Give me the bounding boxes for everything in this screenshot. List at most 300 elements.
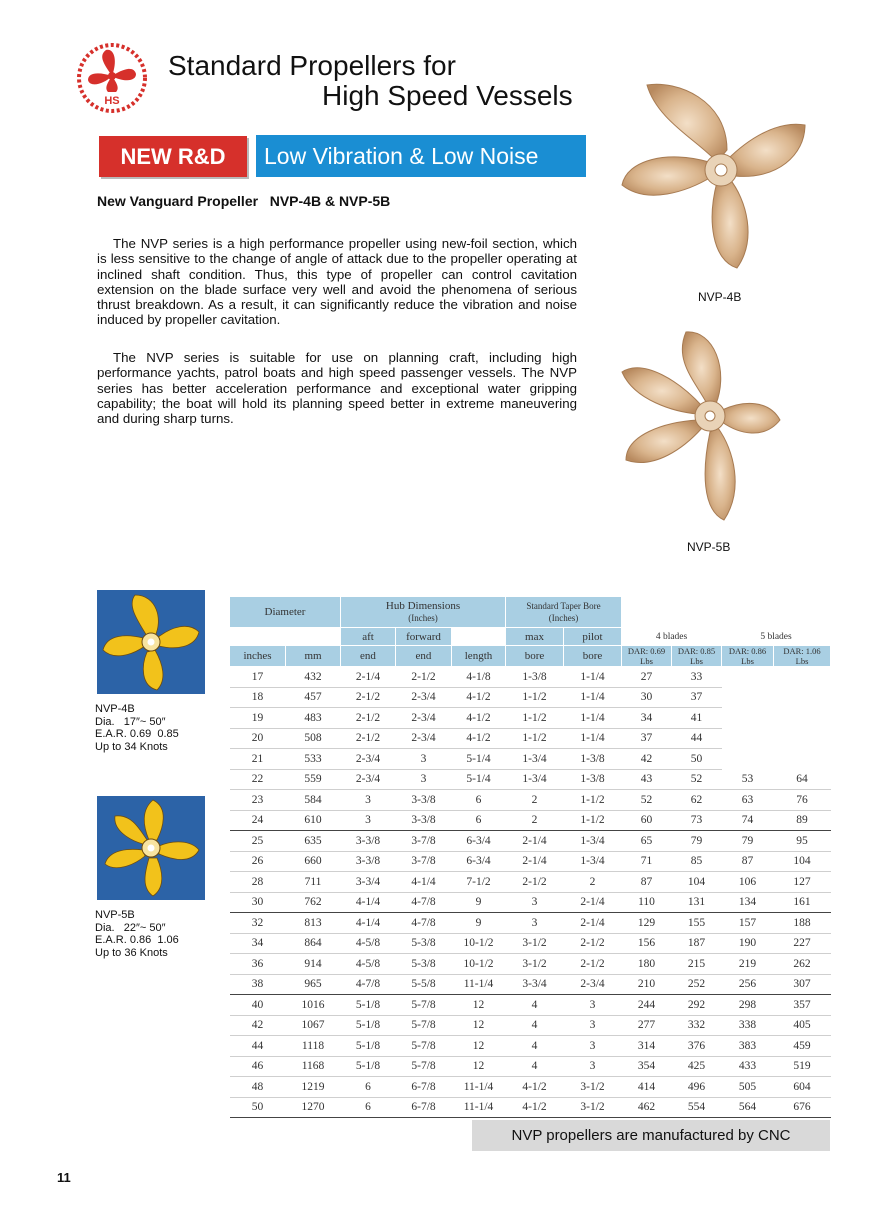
page-number: 11 (57, 1170, 71, 1185)
table-cell: 2-3/4 (396, 708, 452, 729)
table-cell: 4-1/4 (341, 892, 396, 913)
table-cell (774, 667, 831, 688)
table-cell: 127 (774, 872, 831, 893)
table-cell: 5-1/4 (452, 769, 506, 790)
table-cell: 4-1/4 (396, 872, 452, 893)
table-cell: 4-7/8 (341, 974, 396, 995)
table-cell: 4-1/2 (452, 728, 506, 749)
dar-069-label: DAR: 0.69 (627, 646, 666, 656)
table-cell: 2-1/2 (341, 728, 396, 749)
table-cell: 106 (722, 872, 774, 893)
nvp-5b-specs: NVP-5B Dia. 22″~ 50″ E.A.R. 0.86 1.06 Up to 36 Knots (95, 909, 179, 959)
table-cell: 6 (452, 810, 506, 831)
nvp-4b-blade-icon (97, 590, 205, 694)
table-cell: 87 (722, 851, 774, 872)
header-dar-069 (622, 646, 672, 667)
table-cell: 5-3/8 (396, 933, 452, 954)
table-cell: 2-1/2 (341, 708, 396, 729)
header-blank-3 (452, 628, 506, 646)
table-cell: 210 (622, 974, 672, 995)
table-cell: 219 (722, 954, 774, 975)
table-cell: 3 (564, 1056, 622, 1077)
table-cell: 1168 (286, 1056, 341, 1077)
table-cell: 3 (396, 769, 452, 790)
table-cell: 5-1/8 (341, 1015, 396, 1036)
table-cell: 1-3/8 (564, 769, 622, 790)
table-cell: 5-7/8 (396, 1015, 452, 1036)
table-cell: 4-7/8 (396, 892, 452, 913)
table-cell: 6 (341, 1097, 396, 1118)
table-cell: 1067 (286, 1015, 341, 1036)
table-cell: 462 (622, 1097, 672, 1118)
table-cell: 180 (622, 954, 672, 975)
table-cell: 32 (230, 913, 286, 934)
table-cell: 38 (230, 974, 286, 995)
header-pilot-top: pilot (564, 628, 622, 646)
table-row (230, 1056, 831, 1077)
table-cell: 332 (672, 1015, 722, 1036)
table-cell: 3-1/2 (564, 1077, 622, 1098)
table-cell: 104 (774, 851, 831, 872)
table-cell: 1-3/4 (506, 769, 564, 790)
header-blank-2 (286, 628, 341, 646)
table-row (230, 1036, 831, 1057)
cnc-note: NVP propellers are manufactured by CNC (472, 1120, 830, 1151)
table-cell: 584 (286, 790, 341, 811)
table-cell: 42 (622, 749, 672, 770)
table-cell: 89 (774, 810, 831, 831)
table-cell: 161 (774, 892, 831, 913)
table-cell: 3 (506, 913, 564, 934)
table-cell: 42 (230, 1015, 286, 1036)
table-cell: 433 (722, 1056, 774, 1077)
table-cell: 1-1/4 (564, 687, 622, 708)
nvp-4b-photo (617, 80, 807, 270)
table-row (230, 851, 831, 872)
header-hub-dimensions (341, 597, 506, 628)
nvp-4b-specs: NVP-4B Dia. 17″~ 50″ E.A.R. 0.69 0.85 Up to 34 Knots (95, 703, 179, 753)
table-cell: 2 (564, 872, 622, 893)
header-dar-106 (774, 646, 831, 667)
table-cell: 2-1/4 (564, 892, 622, 913)
table-row (230, 1077, 831, 1098)
table-row (230, 974, 831, 995)
table-cell: 10-1/2 (452, 933, 506, 954)
table-cell: 505 (722, 1077, 774, 1098)
table-cell: 19 (230, 708, 286, 729)
header-max-bottom: bore (506, 646, 564, 667)
table-cell: 155 (672, 913, 722, 934)
table-cell: 4-5/8 (341, 954, 396, 975)
table-cell: 508 (286, 728, 341, 749)
table-cell: 41 (672, 708, 722, 729)
table-cell: 2-3/4 (396, 728, 452, 749)
table-cell: 3 (564, 995, 622, 1016)
table-cell: 3-1/2 (506, 954, 564, 975)
table-cell: 11-1/4 (452, 1097, 506, 1118)
table-cell: 22 (230, 769, 286, 790)
table-cell: 5-7/8 (396, 1036, 452, 1057)
section-subtitle: New Vanguard Propeller NVP-4B & NVP-5B (97, 193, 391, 209)
lbs-label: Lbs (741, 656, 754, 666)
table-cell: 6-3/4 (452, 851, 506, 872)
header-max-top: max (506, 628, 564, 646)
table-cell: 3 (564, 1015, 622, 1036)
table-cell: 2-1/2 (564, 933, 622, 954)
table-row (230, 667, 831, 688)
table-cell: 26 (230, 851, 286, 872)
table-cell: 1219 (286, 1077, 341, 1098)
table-cell: 483 (286, 708, 341, 729)
table-cell: 215 (672, 954, 722, 975)
table-cell: 44 (672, 728, 722, 749)
table-cell: 1-1/2 (506, 728, 564, 749)
table-cell: 37 (672, 687, 722, 708)
table-cell: 277 (622, 1015, 672, 1036)
table-cell (774, 708, 831, 729)
table-cell: 44 (230, 1036, 286, 1057)
table-cell: 4 (506, 1056, 564, 1077)
table-cell: 21 (230, 749, 286, 770)
table-cell: 1-1/2 (506, 687, 564, 708)
table-row (230, 749, 831, 770)
table-cell: 85 (672, 851, 722, 872)
table-cell: 48 (230, 1077, 286, 1098)
table-cell: 357 (774, 995, 831, 1016)
table-cell: 1-3/4 (506, 749, 564, 770)
table-cell: 24 (230, 810, 286, 831)
table-cell: 1118 (286, 1036, 341, 1057)
table-cell: 50 (672, 749, 722, 770)
table-cell: 2-1/2 (341, 687, 396, 708)
table-cell: 376 (672, 1036, 722, 1057)
table-cell: 190 (722, 933, 774, 954)
table-cell: 3-3/4 (506, 974, 564, 995)
table-row (230, 1097, 831, 1118)
table-cell: 533 (286, 749, 341, 770)
table-cell (722, 667, 774, 688)
table-cell: 1-1/4 (564, 667, 622, 688)
header-mm: mm (286, 646, 341, 667)
table-row (230, 954, 831, 975)
table-cell: 3-3/8 (341, 851, 396, 872)
table-cell: 564 (722, 1097, 774, 1118)
table-cell: 676 (774, 1097, 831, 1118)
table-cell: 292 (672, 995, 722, 1016)
table-cell (774, 749, 831, 770)
table-cell: 43 (622, 769, 672, 790)
table-cell: 95 (774, 831, 831, 852)
table-cell: 635 (286, 831, 341, 852)
table-cell: 79 (672, 831, 722, 852)
table-cell: 2 (506, 810, 564, 831)
table-cell: 63 (722, 790, 774, 811)
table-cell: 156 (622, 933, 672, 954)
header-4-blades-block (622, 597, 722, 646)
table-cell: 3-1/2 (506, 933, 564, 954)
table-cell: 37 (622, 728, 672, 749)
table-cell: 188 (774, 913, 831, 934)
table-cell: 12 (452, 1015, 506, 1036)
table-cell: 2-1/4 (564, 913, 622, 934)
lbs-label: Lbs (690, 656, 703, 666)
intro-paragraph: The NVP series is a high performance propeller using new-foil section, which is less sensitive to the change of angle of attack due to the propeller operating at inclined shaft condition. Thus, this type of propeller can control cavitation extension on the blade surface very well and avoid the phenomena of serious thrust breakdown. As a result, it can significantly reduce the vibration and noise induced by propeller cavitation. (97, 236, 577, 328)
table-cell: 2-1/2 (506, 872, 564, 893)
table-cell: 11-1/4 (452, 974, 506, 995)
table-cell: 414 (622, 1077, 672, 1098)
table-cell: 354 (622, 1056, 672, 1077)
table-cell: 1-1/4 (564, 708, 622, 729)
table-cell: 3-7/8 (396, 851, 452, 872)
table-cell: 65 (622, 831, 672, 852)
table-cell: 33 (672, 667, 722, 688)
nvp-4b-caption: NVP-4B (698, 290, 742, 304)
table-cell: 9 (452, 892, 506, 913)
table-cell: 4-1/2 (506, 1077, 564, 1098)
table-cell: 6-7/8 (396, 1097, 452, 1118)
table-row (230, 769, 831, 790)
table-cell (722, 687, 774, 708)
header-hub-title: Hub Dimensions (385, 600, 461, 612)
table-cell: 2-3/4 (564, 974, 622, 995)
table-row (230, 810, 831, 831)
table-cell: 40 (230, 995, 286, 1016)
table-cell: 30 (622, 687, 672, 708)
table-cell: 7-1/2 (452, 872, 506, 893)
table-cell: 3 (506, 892, 564, 913)
table-cell: 762 (286, 892, 341, 913)
table-cell: 457 (286, 687, 341, 708)
table-cell: 4 (506, 995, 564, 1016)
new-rd-badge: NEW R&D (99, 136, 247, 177)
table-cell: 1270 (286, 1097, 341, 1118)
spec-table-body (230, 667, 831, 1118)
table-cell: 610 (286, 810, 341, 831)
header-forward-top: forward (396, 628, 452, 646)
table-cell: 2-1/4 (341, 667, 396, 688)
table-cell: 425 (672, 1056, 722, 1077)
table-cell: 2-3/4 (396, 687, 452, 708)
header-length: length (452, 646, 506, 667)
table-cell (774, 687, 831, 708)
table-cell: 2-1/4 (506, 831, 564, 852)
nvp-5b-blade-icon (97, 796, 205, 900)
table-row (230, 933, 831, 954)
usage-paragraph: The NVP series is suitable for use on planning craft, including high performance yachts, patrol boats and high speed passenger vessels. The NVP series has better acceleration performance and exceptional water gripping capability; the boat will hold its planning speed better in extreme maneuvering and during sharp turns. (97, 350, 577, 427)
table-cell: 2-1/2 (564, 954, 622, 975)
table-cell: 23 (230, 790, 286, 811)
table-cell: 79 (722, 831, 774, 852)
table-cell: 4-1/8 (452, 667, 506, 688)
header-aft-bottom: end (341, 646, 396, 667)
header-5-blades-block (722, 597, 831, 646)
table-cell: 129 (622, 913, 672, 934)
table-cell: 6 (341, 1077, 396, 1098)
table-cell: 5-3/8 (396, 954, 452, 975)
table-cell: 25 (230, 831, 286, 852)
table-cell: 52 (672, 769, 722, 790)
table-cell: 12 (452, 1036, 506, 1057)
header-taper-title: Standard Taper Bore (526, 601, 601, 611)
dar-085-label: DAR: 0.85 (677, 646, 716, 656)
table-cell: 10-1/2 (452, 954, 506, 975)
feature-badge: Low Vibration & Low Noise (256, 135, 586, 177)
table-cell: 244 (622, 995, 672, 1016)
table-cell: 2 (506, 790, 564, 811)
header-dar-086 (722, 646, 774, 667)
table-row (230, 790, 831, 811)
table-cell: 5-1/8 (341, 1036, 396, 1057)
table-cell: 4-1/4 (341, 913, 396, 934)
table-cell: 3 (564, 1036, 622, 1057)
table-cell: 87 (622, 872, 672, 893)
table-cell: 64 (774, 769, 831, 790)
table-cell: 74 (722, 810, 774, 831)
table-cell: 3-3/8 (396, 790, 452, 811)
table-cell: 1-1/4 (564, 728, 622, 749)
table-cell: 17 (230, 667, 286, 688)
header-inches: inches (230, 646, 286, 667)
table-cell: 2-3/4 (341, 769, 396, 790)
table-cell: 5-7/8 (396, 995, 452, 1016)
table-cell: 20 (230, 728, 286, 749)
table-cell: 3-3/8 (396, 810, 452, 831)
table-cell: 134 (722, 892, 774, 913)
table-cell: 1-3/8 (506, 667, 564, 688)
logo-text: HS (104, 95, 120, 107)
table-cell: 383 (722, 1036, 774, 1057)
header-blank-1 (230, 628, 286, 646)
dar-086-label: DAR: 0.86 (728, 646, 767, 656)
table-cell: 3 (341, 810, 396, 831)
table-cell: 71 (622, 851, 672, 872)
table-cell: 1-3/4 (564, 831, 622, 852)
table-cell: 660 (286, 851, 341, 872)
table-cell: 338 (722, 1015, 774, 1036)
table-cell: 53 (722, 769, 774, 790)
header-taper-unit: (Inches) (548, 613, 579, 623)
table-cell: 5-1/4 (452, 749, 506, 770)
table-cell: 36 (230, 954, 286, 975)
table-cell: 3 (396, 749, 452, 770)
nvp-5b-photo (614, 330, 782, 522)
nvp-5b-caption: NVP-5B (687, 540, 731, 554)
table-row (230, 913, 831, 934)
table-cell: 496 (672, 1077, 722, 1098)
table-cell: 3-7/8 (396, 831, 452, 852)
dar-106-label: DAR: 1.06 (783, 646, 821, 656)
table-cell: 711 (286, 872, 341, 893)
header-forward-bottom: end (396, 646, 452, 667)
header-aft-top: aft (341, 628, 396, 646)
table-cell: 3 (341, 790, 396, 811)
table-cell: 3-3/8 (341, 831, 396, 852)
page-title-line2: High Speed Vessels (322, 80, 573, 111)
lbs-label: Lbs (640, 656, 653, 666)
table-cell: 307 (774, 974, 831, 995)
table-cell: 432 (286, 667, 341, 688)
header-taper-bore (506, 597, 622, 628)
table-cell: 28 (230, 872, 286, 893)
table-cell: 3-1/2 (564, 1097, 622, 1118)
table-row (230, 872, 831, 893)
header-dar-085 (672, 646, 722, 667)
table-cell: 157 (722, 913, 774, 934)
table-cell: 5-5/8 (396, 974, 452, 995)
table-cell: 6 (452, 790, 506, 811)
table-cell: 813 (286, 913, 341, 934)
table-cell: 1-1/2 (564, 790, 622, 811)
header-5-blades: 5 blades (760, 632, 792, 642)
propeller-spec-table (229, 596, 831, 1118)
table-cell: 262 (774, 954, 831, 975)
table-cell: 12 (452, 995, 506, 1016)
table-cell: 5-1/8 (341, 995, 396, 1016)
page-title-line1: Standard Propellers for (168, 50, 456, 81)
table-cell: 4 (506, 1015, 564, 1036)
table-cell: 104 (672, 872, 722, 893)
table-cell: 252 (672, 974, 722, 995)
table-cell: 30 (230, 892, 286, 913)
table-cell (722, 708, 774, 729)
header-diameter: Diameter (230, 597, 341, 628)
table-cell: 4-7/8 (396, 913, 452, 934)
table-row (230, 687, 831, 708)
table-cell: 52 (622, 790, 672, 811)
table-cell: 519 (774, 1056, 831, 1077)
table-cell: 1-3/4 (564, 851, 622, 872)
table-cell: 4-1/2 (506, 1097, 564, 1118)
table-row (230, 892, 831, 913)
table-cell: 2-3/4 (341, 749, 396, 770)
table-cell: 1-1/2 (564, 810, 622, 831)
table-cell (774, 728, 831, 749)
table-cell: 459 (774, 1036, 831, 1057)
table-cell: 1016 (286, 995, 341, 1016)
table-cell (722, 728, 774, 749)
table-cell: 4 (506, 1036, 564, 1057)
table-cell: 554 (672, 1097, 722, 1118)
header-4-blades: 4 blades (655, 632, 688, 642)
table-cell: 131 (672, 892, 722, 913)
table-cell: 4-1/2 (452, 687, 506, 708)
table-cell: 9 (452, 913, 506, 934)
table-cell: 27 (622, 667, 672, 688)
table-cell: 965 (286, 974, 341, 995)
table-cell: 34 (622, 708, 672, 729)
table-cell: 2-1/4 (506, 851, 564, 872)
table-cell: 604 (774, 1077, 831, 1098)
table-cell: 1-1/2 (506, 708, 564, 729)
table-cell: 110 (622, 892, 672, 913)
table-cell: 4-1/2 (452, 708, 506, 729)
table-cell: 559 (286, 769, 341, 790)
table-cell (722, 749, 774, 770)
table-cell: 864 (286, 933, 341, 954)
table-row (230, 708, 831, 729)
table-cell: 4-5/8 (341, 933, 396, 954)
hs-logo (76, 42, 148, 114)
table-row (230, 1015, 831, 1036)
table-cell: 3-3/4 (341, 872, 396, 893)
lbs-label: Lbs (795, 656, 809, 666)
table-cell: 73 (672, 810, 722, 831)
header-hub-unit: (Inches) (408, 613, 438, 623)
table-cell: 256 (722, 974, 774, 995)
table-cell: 76 (774, 790, 831, 811)
table-cell: 6-7/8 (396, 1077, 452, 1098)
table-cell: 50 (230, 1097, 286, 1118)
